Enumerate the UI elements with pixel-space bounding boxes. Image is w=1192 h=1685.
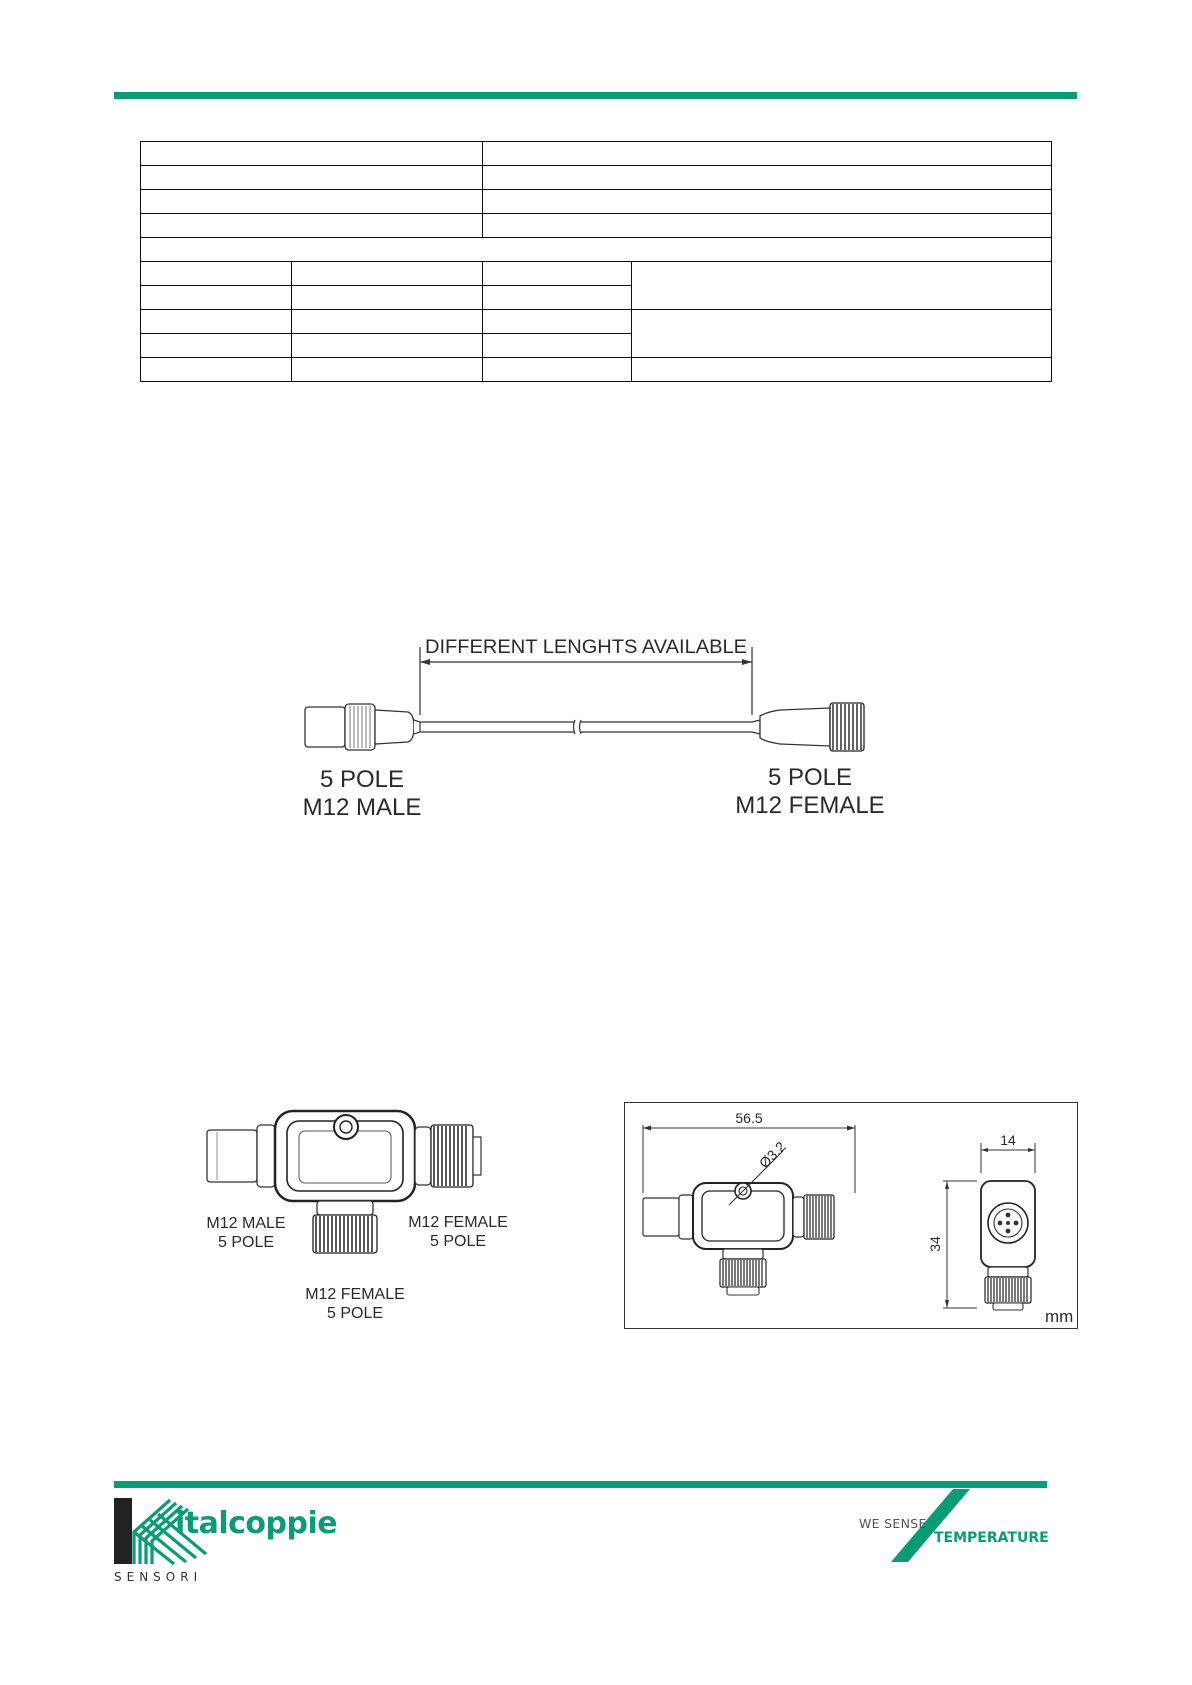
female-bottom-label-line2: 5 POLE — [326, 1305, 384, 1322]
unit-label: mm — [1045, 1307, 1074, 1326]
width-dimension: 56.5 — [735, 1110, 763, 1126]
table-row — [141, 190, 1052, 214]
female-right-label-line2: 5 POLE — [429, 1233, 487, 1250]
hole-dimension: Ø3.2 — [755, 1138, 789, 1172]
length-note: DIFFERENT LENGHTS AVAILABLE — [425, 637, 747, 658]
tee-front-view-icon — [643, 1183, 834, 1295]
right-connector-line1: 5 POLE — [767, 764, 853, 791]
slogan-right: TEMPERATURE — [934, 1530, 1049, 1546]
spec-table — [140, 141, 1052, 382]
female-bottom-label-line1: M12 FEMALE — [305, 1286, 405, 1303]
table-row — [141, 358, 1052, 382]
female-connector-icon — [752, 703, 864, 751]
dimension-drawing — [624, 1102, 1078, 1329]
footer-rule — [114, 1481, 1047, 1488]
slogan-left: WE SENSE — [859, 1516, 927, 1531]
header-rule — [114, 92, 1077, 99]
brand-subtitle: SENSORI — [114, 1570, 203, 1584]
table-row — [141, 238, 1052, 262]
height-dimension: 34 — [927, 1236, 943, 1252]
right-connector-line2: M12 FEMALE — [735, 792, 885, 819]
female-right-label-line1: M12 FEMALE — [408, 1214, 508, 1231]
table-row — [141, 262, 1052, 286]
cable-diagram — [290, 630, 910, 830]
tee-connector-diagram — [195, 1105, 525, 1330]
table-row — [141, 166, 1052, 190]
male-label-line2: 5 POLE — [217, 1234, 275, 1251]
depth-dimension: 14 — [1000, 1132, 1016, 1148]
table-row — [141, 142, 1052, 166]
male-connector-icon — [305, 704, 420, 750]
brand-name: italcoppie — [175, 1506, 338, 1541]
table-row — [141, 214, 1052, 238]
male-label-line1: M12 MALE — [206, 1215, 286, 1232]
left-connector-line1: 5 POLE — [319, 766, 405, 793]
tee-side-view-icon — [981, 1181, 1035, 1310]
table-row — [141, 310, 1052, 334]
left-connector-line2: M12 MALE — [302, 794, 422, 821]
